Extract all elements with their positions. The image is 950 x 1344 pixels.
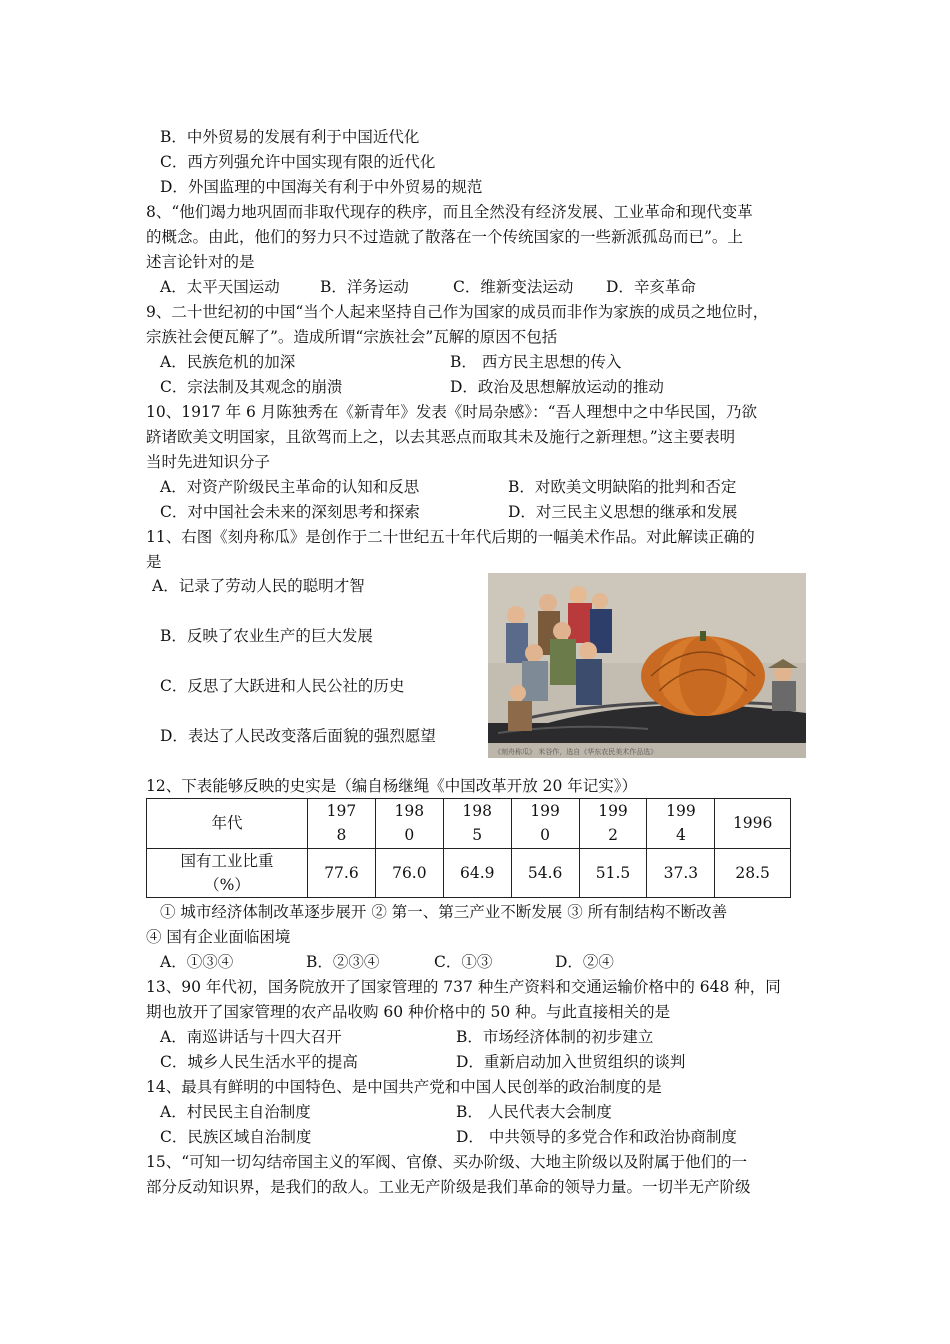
table-header-label: 年代: [147, 799, 308, 849]
q11-option-a: A．记录了劳动人民的聪明才智: [152, 577, 365, 595]
value-cell: 51.5: [579, 848, 647, 898]
q10-option-c: C．对中国社会未来的深刻思考和探索: [160, 503, 420, 521]
q13-option-c: C．城乡人民生活水平的提高: [160, 1053, 358, 1071]
q11-stem-line1: 11、右图《刻舟称瓜》是创作于二十世纪五十年代后期的一幅美术作品。对此解读正确的: [146, 528, 755, 546]
q10-stem-line3: 当时先进知识分子: [146, 453, 271, 471]
value-cell: 54.6: [511, 848, 579, 898]
q12-stem: 12、下表能够反映的史实是（编自杨继绳《中国改革开放 20 年记实》）: [146, 777, 638, 795]
q12-statements-line1: ① 城市经济体制改革逐步展开 ② 第一、第三产业不断发展 ③ 所有制结构不断改善: [160, 903, 728, 921]
q10-option-a: A．对资产阶级民主革命的认知和反思: [160, 478, 420, 496]
table-row: [147, 848, 791, 898]
industry-share-table: [146, 798, 791, 898]
table-header-row: [147, 799, 791, 849]
painting-caption: 《刻舟称瓜》 米谷作，选自《华东农民美术作品选》: [494, 748, 658, 756]
q14-option-a: A．村民民主自治制度: [160, 1103, 311, 1121]
year-cell: 199 0: [511, 799, 579, 849]
q15-stem-line1: 15、“可知一切勾结帝国主义的军阀、官僚、买办阶级、大地主阶级以及附属于他们的一: [146, 1153, 748, 1171]
q12-option-a: A．①③④: [160, 953, 234, 971]
year-cell: 199 2: [579, 799, 647, 849]
q9-option-d: D．政治及思想解放运动的推动: [450, 378, 664, 396]
q12-option-d: D．②④: [555, 953, 614, 971]
q12-option-b: B．②③④: [306, 953, 380, 971]
q14-option-b: B． 人民代表大会制度: [456, 1103, 612, 1121]
year-cell: 1996: [715, 799, 791, 849]
q10-option-b: B．对欧美文明缺陷的批判和否定: [508, 478, 737, 496]
value-cell: 64.9: [443, 848, 511, 898]
year-cell: 198 5: [443, 799, 511, 849]
year-cell: 199 4: [647, 799, 715, 849]
row-label: 国有工业比重 （%）: [147, 848, 308, 898]
q13-stem-line1: 13、90 年代初，国务院放开了国家管理的 737 种生产资料和交通运输价格中的 648 种，同: [146, 978, 781, 996]
q8-option-a: A．太平天国运动: [160, 278, 280, 296]
q7-option-b: B．中外贸易的发展有利于中国近代化: [160, 128, 420, 146]
q10-option-d: D．对三民主义思想的继承和发展: [508, 503, 738, 521]
q8-stem-line3: 述言论针对的是: [146, 253, 255, 271]
q10-stem-line2: 跻诸欧美文明国家，且欲驾而上之，以去其恶点而取其未及施行之新理想。”这主要表明: [146, 428, 736, 446]
q13-stem-line2: 期也放开了国家管理的农产品收购 60 种价格中的 50 种。与此直接相关的是: [146, 1003, 671, 1021]
year-cell: 198 0: [375, 799, 443, 849]
q9-stem-line1: 9、二十世纪初的中国“当个人起来坚持自己作为国家的成员而非作为家族的成员之地位时，: [146, 303, 769, 321]
q15-stem-line2: 部分反动知识界，是我们的敌人。工业无产阶级是我们革命的领导力量。一切半无产阶级: [146, 1178, 751, 1196]
q13-option-b: B．市场经济体制的初步建立: [456, 1028, 654, 1046]
year-cell: 197 8: [308, 799, 376, 849]
q11-option-b: B．反映了农业生产的巨大发展: [160, 627, 373, 645]
q13-option-a: A．南巡讲话与十四大召开: [160, 1028, 342, 1046]
q12-statements-line2: ④ 国有企业面临困境: [146, 928, 291, 946]
q8-option-b: B．洋务运动: [320, 278, 409, 296]
q9-option-c: C．宗法制及其观念的崩溃: [160, 378, 343, 396]
value-cell: 37.3: [647, 848, 715, 898]
q9-option-a: A．民族危机的加深: [160, 353, 296, 371]
q11-option-c: C．反思了大跃进和人民公社的历史: [160, 677, 405, 695]
q8-option-d: D．辛亥革命: [606, 278, 696, 296]
q10-stem-line1: 10、1917 年 6 月陈独秀在《新青年》发表《时局杂感》：“吾人理想中之中华民国，乃欲: [146, 403, 757, 421]
q12-option-c: C．①③: [434, 953, 493, 971]
q9-stem-line2: 宗族社会便瓦解了”。造成所谓“宗族社会”瓦解的原因不包括: [146, 328, 558, 346]
q14-option-c: C．民族区域自治制度: [160, 1128, 312, 1146]
q14-option-d: D． 中共领导的多党合作和政治协商制度: [456, 1128, 737, 1146]
q8-stem-line2: 的概念。由此，他们的努力只不过造就了散落在一个传统国家的一些新派孤岛而已”。上: [146, 228, 743, 246]
value-cell: 77.6: [308, 848, 376, 898]
q7-option-d: D．外国监理的中国海关有利于中外贸易的规范: [160, 178, 483, 196]
q7-option-c: C．西方列强允许中国实现有限的近代化: [160, 153, 436, 171]
q14-stem: 14、最具有鲜明的中国特色、是中国共产党和中国人民创举的政治制度的是: [146, 1078, 662, 1096]
q11-option-d: D．表达了人民改变落后面貌的强烈愿望: [160, 727, 436, 745]
q11-stem-line2: 是: [146, 553, 162, 571]
q8-option-c: C．维新变法运动: [453, 278, 574, 296]
painting-illustration: [488, 573, 806, 758]
value-cell: 76.0: [375, 848, 443, 898]
q8-stem-line1: 8、“他们竭力地巩固而非取代现存的秩序，而且全然没有经济发展、工业革命和现代变革: [146, 203, 753, 221]
q9-option-b: B． 西方民主思想的传入: [450, 353, 622, 371]
value-cell: 28.5: [715, 848, 791, 898]
painting-image: [488, 573, 806, 758]
q13-option-d: D．重新启动加入世贸组织的谈判: [456, 1053, 686, 1071]
